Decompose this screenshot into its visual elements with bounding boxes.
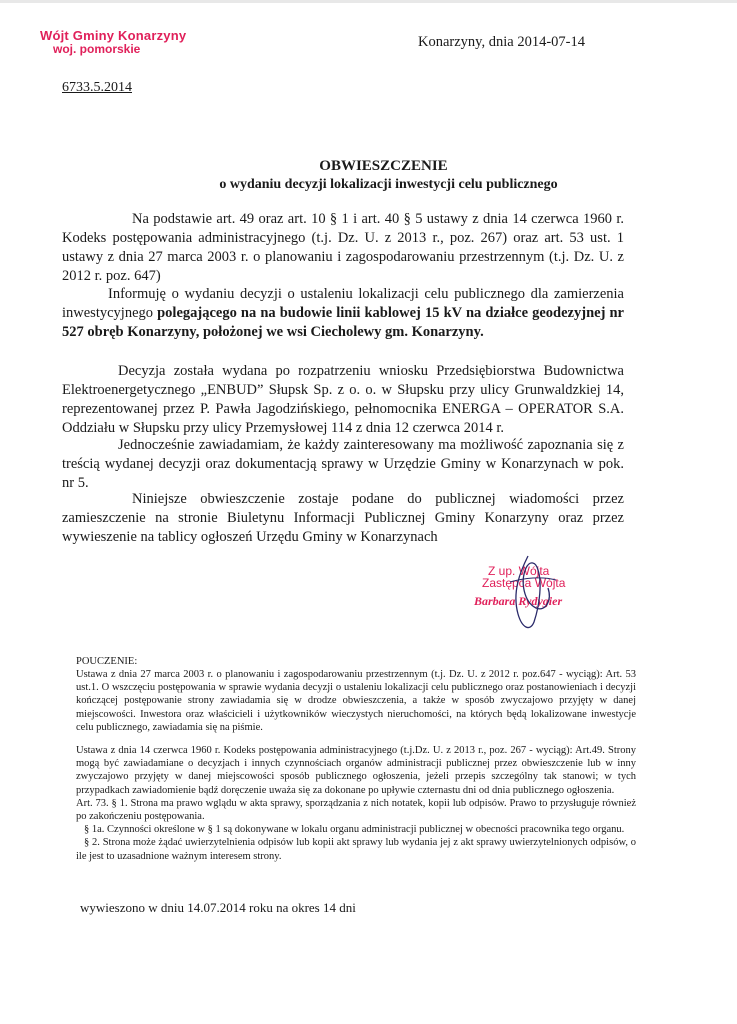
- paragraph-notice: [62, 436, 624, 493]
- paragraph-3-text: Decyzja została wydana po rozpatrzeniu wniosku Przedsiębiorstwa Budownictwa Elektroenergetycznego „ENBUD” Słupsk Sp. z o. o. w Słupsku przy ulicy Grunwaldzkiej 14, reprezentowanej przez P. Pawła Jagodzińskiego, pełnomocnika ENERGA – OPERATOR S.A. Oddziału w Słupsku przy ulicy Przemysłowej 114 z dnia 12 czerwca 2014 r.: [62, 363, 624, 436]
- signature-line-1: Z up. Wójta: [488, 564, 550, 578]
- paragraph-4-text: Jednocześnie zawiadamiam, że każdy zainteresowany ma możliwość zapoznania się z treścią wydanej decyzji oraz dokumentacją sprawy w Urzędzie Gminy w Konarzynach w pok. nr 5.: [62, 437, 624, 491]
- notes-block-3: Art. 73. § 1. Strona ma prawo wglądu w akta sprawy, sporządzania z nich notatek, kopii lub odpisów. Prawo to przysługuje również po zakończeniu postępowania.: [76, 797, 636, 823]
- signature-line-3: Barbara Rydygier: [474, 594, 563, 608]
- place-and-date: Konarzyny, dnia 2014-07-14: [418, 34, 585, 50]
- stamp-line-1: Wójt Gminy Konarzyny: [40, 28, 187, 43]
- scan-edge: [0, 0, 737, 3]
- title-main: OBWIESZCZENIE: [319, 158, 448, 174]
- paragraph-2-bold: polegającego na na budowie linii kablowej 15 kV na działce geodezyjnej nr 527 obręb Konarzyny, położonej we wsi Ciecholewy gm. Konarzyny.: [62, 305, 624, 340]
- signature-block: [460, 556, 610, 636]
- office-stamp: [40, 28, 200, 56]
- notes-block-planning: [76, 668, 636, 734]
- signature-line-2: Zastępca Wójta: [482, 576, 566, 590]
- paragraph-publication: [62, 490, 624, 547]
- notes-heading: POUCZENIE:: [76, 656, 138, 667]
- reference-number: 6733.5.2014: [62, 80, 132, 95]
- posting-note: wywieszono w dniu 14.07.2014 roku na okres 14 dni: [80, 900, 356, 915]
- notes-block-5: § 2. Strona może żądać uwierzytelnienia odpisów lub kopii akt sprawy lub wydania jej z akt sprawy uwierzytelnionych odpisów, o ile jest to uzasadnione ważnym interesem strony.: [76, 837, 636, 862]
- notes-block-1: Ustawa z dnia 27 marca 2003 r. o planowaniu i zagospodarowaniu przestrzennym (t.j. Dz. U. z 2012 r. poz.647 - wyciąg): Art. 53 ust.1. O wszczęciu postępowania w sprawie wydania decyzji o ustaleniu lokalizacji celu publicznego oraz postanowieniach i decyzji kończącej postępowanie strony zawiadamia się w drodze obwieszczenia, a także w sposób zwyczajowo przyjęty w danej miejscowości. Inwestora oraz właścicieli i użytkowników wieczystych nieruchomości, na których będą lokalizowane inwestycje celu publicznego, zawiadamia się na piśmie.: [76, 669, 636, 733]
- paragraph-1-text: Na podstawie art. 49 oraz art. 10 § 1 i art. 40 § 5 ustawy z dnia 14 czerwca 1960 r. Kodeks postępowania administracyjnego (t.j. Dz. U. z 2013 r., poz. 267) oraz art. 53 ust. 1 ustawy z dnia 27 marca 2003 r. o planowaniu i zagospodarowaniu przestrzennym (t.j. Dz. U. z 2012 r. poz. 647): [62, 211, 624, 284]
- document-title: [0, 158, 737, 193]
- handwritten-signature: [490, 552, 570, 636]
- paragraph-decision-basis: [62, 362, 624, 438]
- paragraph-legal-basis: [62, 210, 624, 286]
- notes-block-kpa: [76, 744, 636, 863]
- paragraph-5-text: Niniejsze obwieszczenie zostaje podane do publicznej wiadomości przez zamieszczenie na stronie Biuletynu Informacji Publicznej Gminy Konarzyny oraz przez wywieszenie na tablicy ogłoszeń Urzędu Gminy w Konarzynach: [62, 491, 624, 545]
- notes-block-4: § 1a. Czynności określone w § 1 są dokonywane w lokalu organu administracji publicznej w obecności pracownika tego organu.: [84, 824, 625, 836]
- stamp-line-2: woj. pomorskie: [53, 42, 141, 56]
- paragraph-2-text: Informuję o wydaniu decyzji o ustaleniu lokalizacji celu publicznego dla zamierzenia inwestycyjnego: [62, 286, 624, 321]
- notes-block-2: Ustawa z dnia 14 czerwca 1960 r. Kodeks postępowania administracyjnego (t.j.Dz. U. z 2013 r., poz. 267 - wyciąg): Art.49. Strony mogą być zawiadamiane o decyzjach i innych czynnościach organów administracji publicznej przez obwieszczenie lub w inny zwyczajowo przyjęty w danej miejscowości sposób publicznego ogłoszenia, jeżeli przepis szczególny tak stanowi; w tych przypadkach zawiadomienie bądź doręczenie uważa się za dokonane po upływie czternastu dni od dnia publicznego ogłoszenia.: [76, 745, 636, 796]
- title-subtitle: o wydaniu decyzji lokalizacji inwestycji celu publicznego: [219, 177, 558, 192]
- paragraph-announcement: [62, 285, 624, 342]
